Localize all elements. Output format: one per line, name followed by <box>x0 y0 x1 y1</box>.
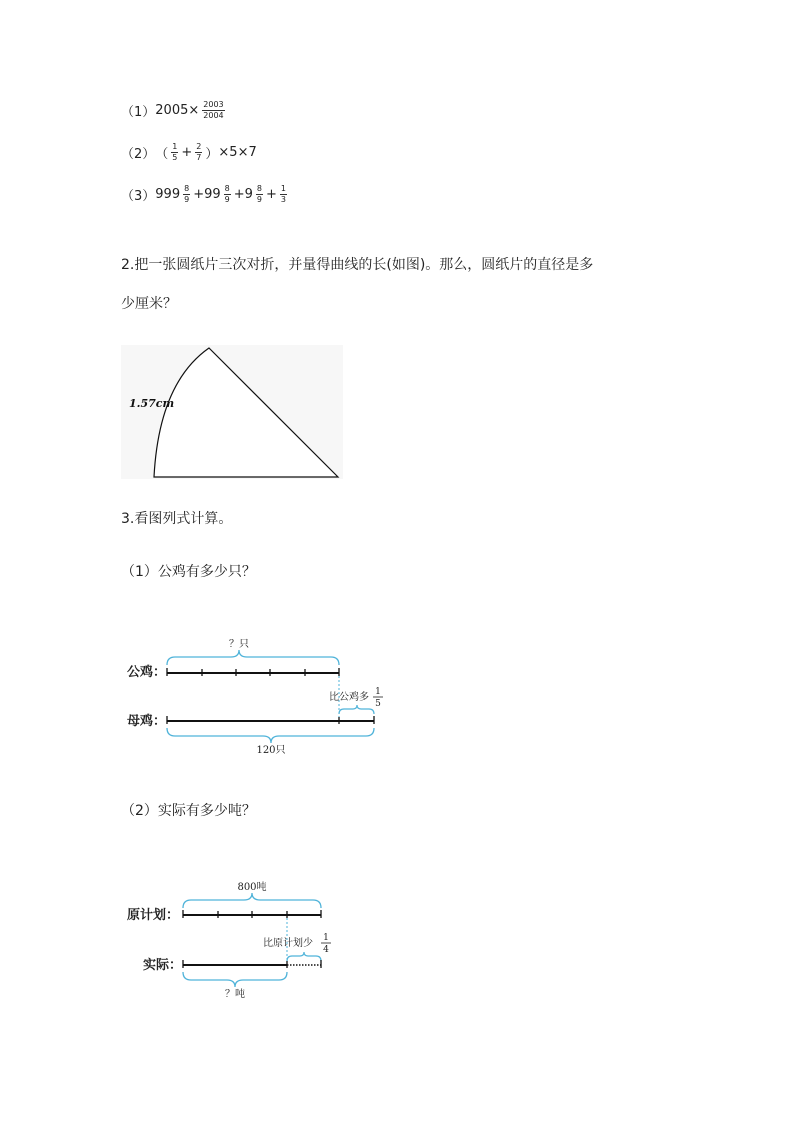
plus-sign: + <box>181 145 193 160</box>
q2-text-line2: 少厘米？ <box>121 296 177 312</box>
q1-item-1 <box>121 100 228 121</box>
note-frac-den: 4 <box>323 945 329 955</box>
item-index: （3） <box>121 189 156 204</box>
q3-sub1-question: （1）公鸡有多少只？ <box>121 564 256 580</box>
expr-text: 2005× <box>155 103 200 118</box>
bottom-brace-label: 120只 <box>256 745 286 756</box>
item-index: （2） <box>121 147 156 162</box>
top-brace <box>167 650 339 665</box>
less-than-note: 比原计划少 <box>263 938 313 949</box>
plus-sign: + <box>266 187 277 202</box>
q2-text-line1: 2.把一张圆纸片三次对折，并量得曲线的长(如图)。那么，圆纸片的直径是多 <box>121 257 594 273</box>
planned-actual-diagram <box>121 878 361 1003</box>
paren-open: （ <box>155 147 169 162</box>
note-frac-den: 5 <box>375 699 381 709</box>
fraction: $\frac{8}{9}$ <box>256 184 262 204</box>
more-than-note: 比公鸡多 <box>329 692 369 703</box>
top-brace-label: ？只 <box>229 639 249 650</box>
expr-text: +9 <box>233 187 253 202</box>
bottom-brace <box>183 972 287 987</box>
q1-item-2 <box>121 142 257 163</box>
fraction: $\frac{2}{7}$ <box>196 142 202 162</box>
q3-title: 3.看图列式计算。 <box>121 511 233 527</box>
actual-label: 实际： <box>143 958 183 973</box>
hen-label: 母鸡： <box>127 714 167 729</box>
fraction: $\frac{2003}{2004}$ <box>203 100 224 120</box>
bottom-brace-label: ？吨 <box>225 989 245 1000</box>
top-brace <box>183 893 321 908</box>
fraction: $\frac{1}{3}$ <box>280 184 286 204</box>
paren-close: ） <box>205 147 219 162</box>
fraction: $\frac{8}{9}$ <box>184 184 190 204</box>
q1-item-3 <box>121 184 290 205</box>
item-index: （1） <box>121 105 156 120</box>
folded-circle-figure <box>121 345 343 479</box>
fraction: $\frac{8}{9}$ <box>224 184 230 204</box>
expr-text: 999 <box>155 187 181 202</box>
expr-text: ×5×7 <box>218 145 257 160</box>
arc-length-label: 1.57cm <box>129 397 175 410</box>
note-frac-num: 1 <box>375 687 381 697</box>
note-frac-num: 1 <box>323 933 329 943</box>
rooster-hen-diagram <box>121 630 391 760</box>
extra-brace <box>339 705 374 714</box>
missing-brace <box>287 952 321 961</box>
top-brace-label: 800吨 <box>237 882 267 893</box>
rooster-label: 公鸡： <box>127 665 167 680</box>
fraction: $\frac{1}{5}$ <box>172 142 178 162</box>
q3-sub2-question: （2）实际有多少吨？ <box>121 803 256 819</box>
expr-text: +99 <box>193 187 221 202</box>
planned-label: 原计划： <box>127 908 180 923</box>
bottom-brace <box>167 728 374 743</box>
